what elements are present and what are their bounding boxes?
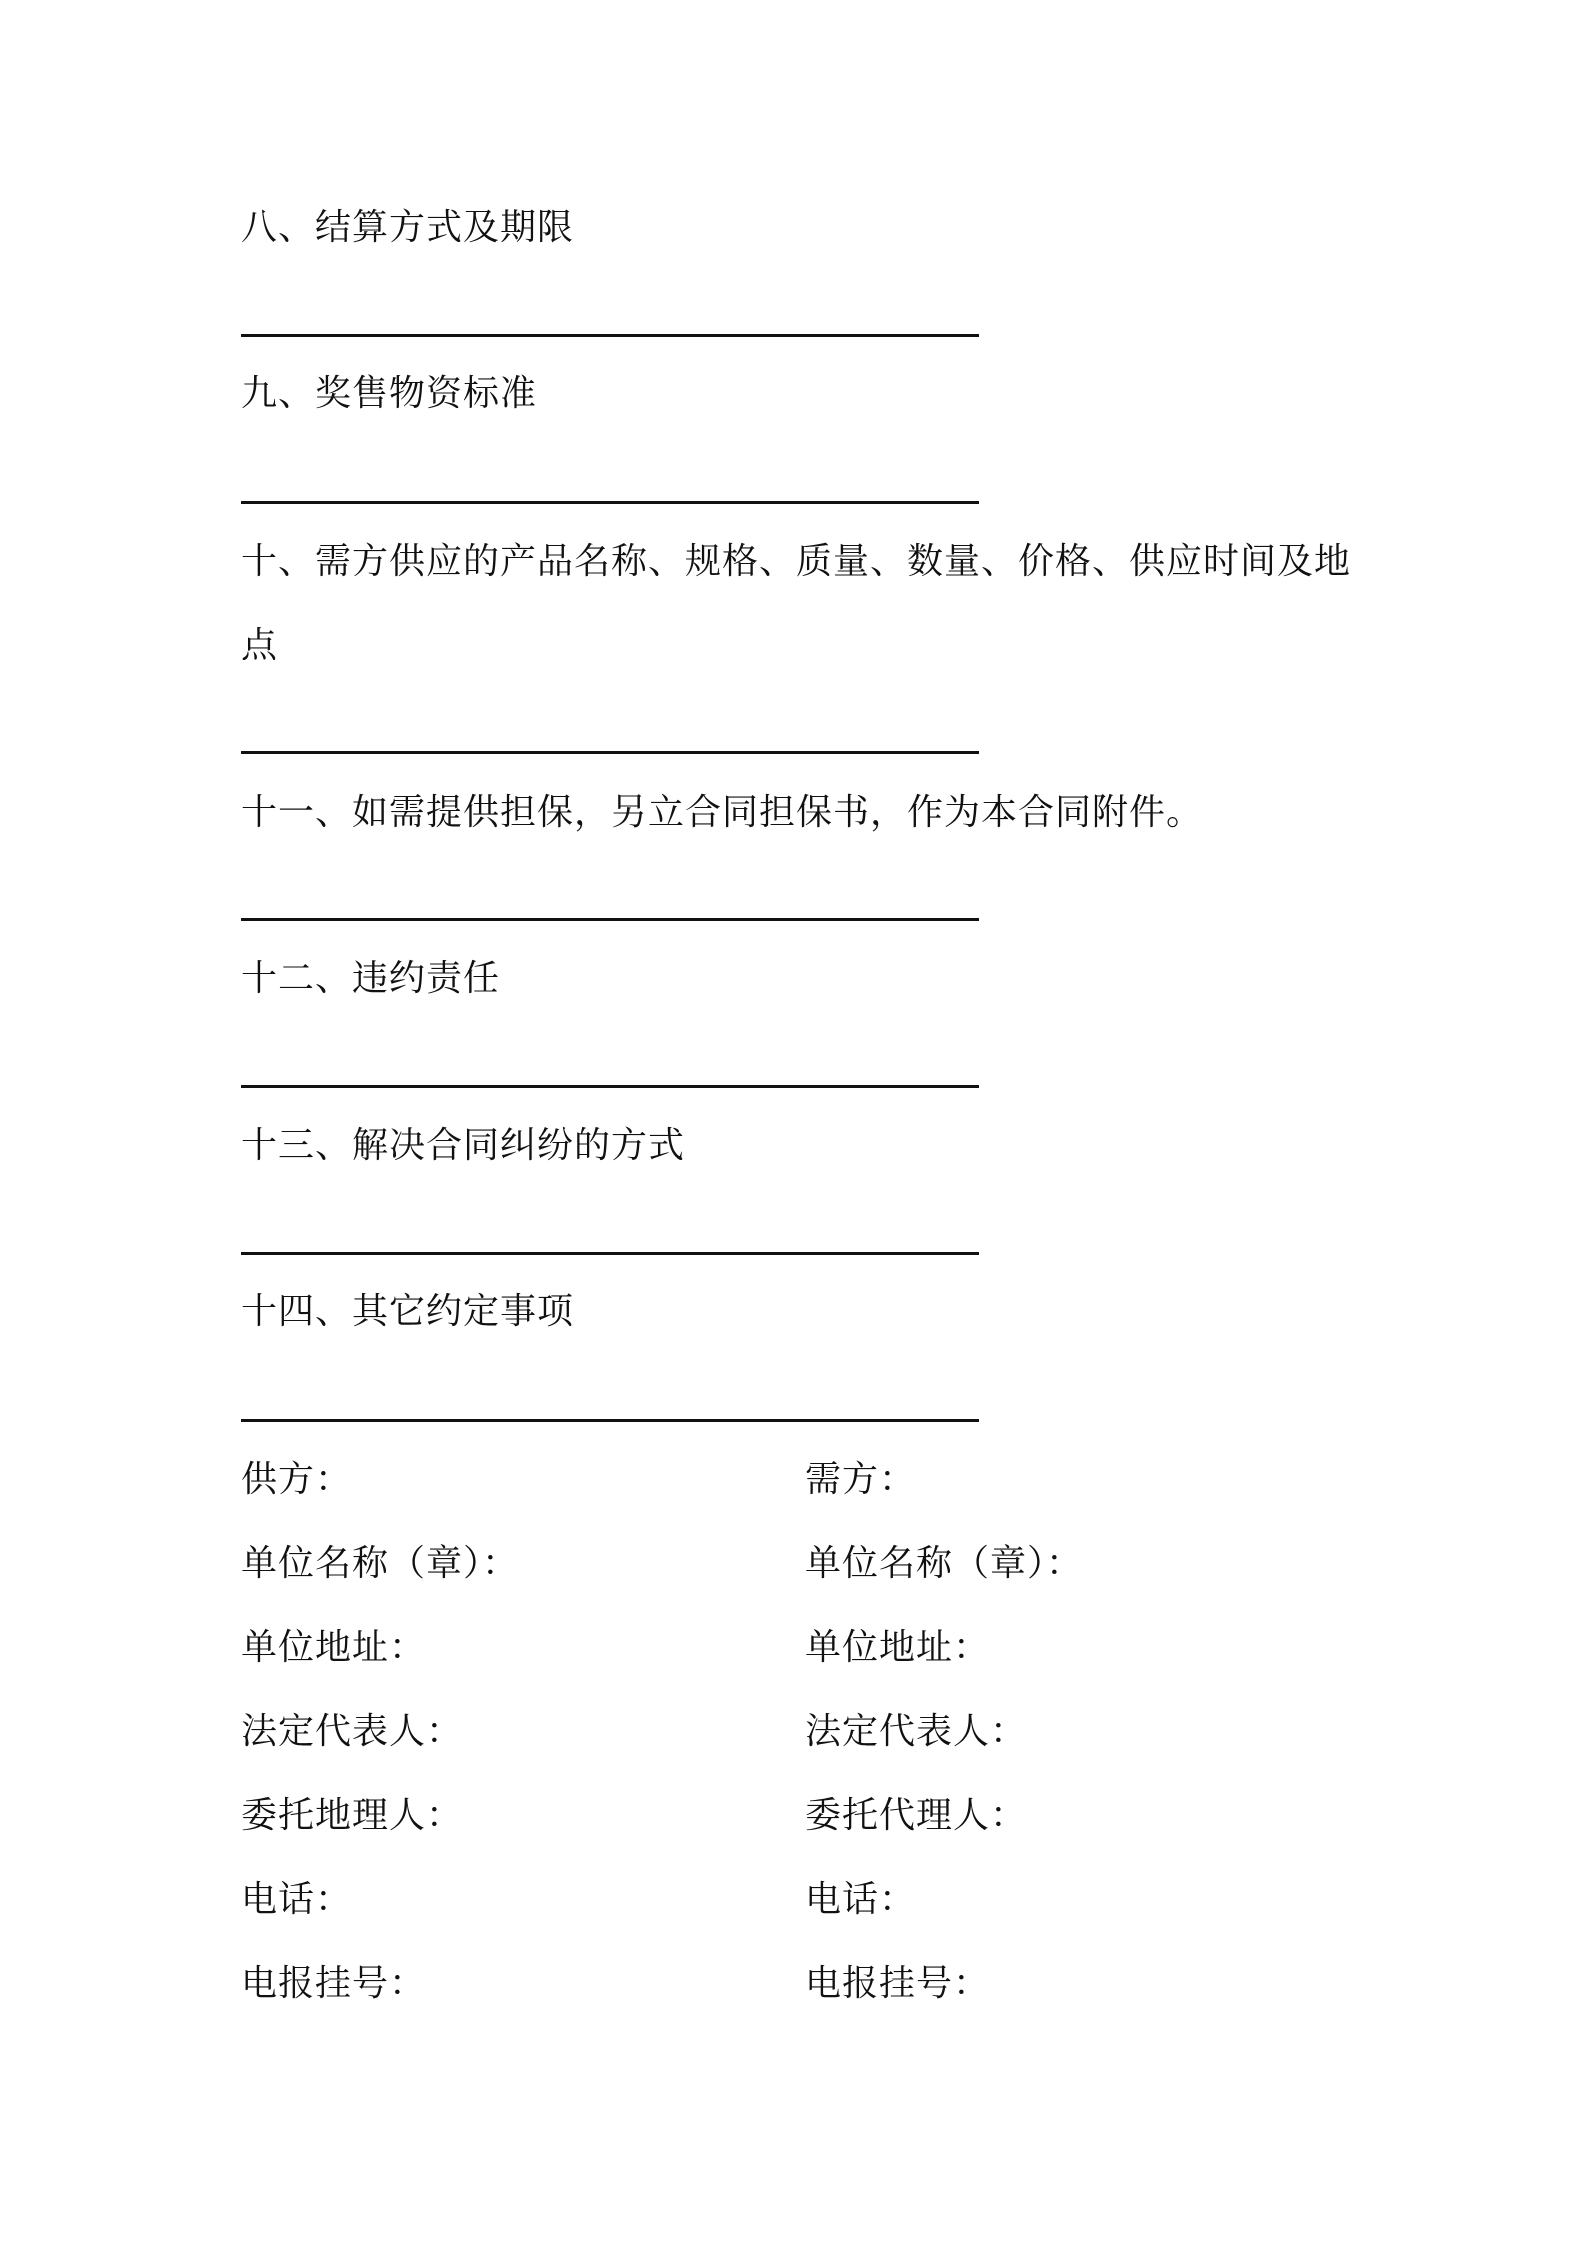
supplier-agent: 委托地理人： [241,1795,464,1836]
buyer-legal-representative: 法定代表人： [805,1711,1028,1752]
fill-in-blank-line [241,501,979,504]
section-10-heading-continued: 点 [241,625,279,666]
fill-in-blank-line [241,918,979,921]
supplier-phone: 电话： [241,1879,353,1920]
buyer-phone: 电话： [805,1879,917,1920]
supplier-unit-name: 单位名称（章）： [241,1543,520,1584]
buyer-unit-name: 单位名称（章）： [805,1543,1084,1584]
supplier-telegram: 电报挂号： [241,1963,427,2004]
section-9-heading: 九、奖售物资标准 [241,373,538,414]
section-12-heading: 十二、违约责任 [241,958,501,999]
supplier-legal-representative: 法定代表人： [241,1711,464,1752]
fill-in-blank-line [241,334,979,337]
section-13-heading: 十三、解决合同纠纷的方式 [241,1125,686,1166]
fill-in-blank-line [241,751,979,754]
section-14-heading: 十四、其它约定事项 [241,1291,575,1332]
buyer-agent: 委托代理人： [805,1795,1028,1836]
fill-in-blank-line [241,1085,979,1088]
fill-in-blank-line [241,1252,979,1255]
buyer-title: 需方： [805,1459,917,1500]
section-10-heading: 十、需方供应的产品名称、规格、质量、数量、价格、供应时间及地 [241,541,1352,582]
buyer-unit-address: 单位地址： [805,1627,991,1668]
section-8-heading: 八、结算方式及期限 [241,207,575,248]
section-11-heading: 十一、如需提供担保，另立合同担保书，作为本合同附件。 [241,792,1204,833]
buyer-telegram: 电报挂号： [805,1963,991,2004]
fill-in-blank-line [241,1419,979,1422]
supplier-title: 供方： [241,1459,353,1500]
supplier-unit-address: 单位地址： [241,1627,427,1668]
